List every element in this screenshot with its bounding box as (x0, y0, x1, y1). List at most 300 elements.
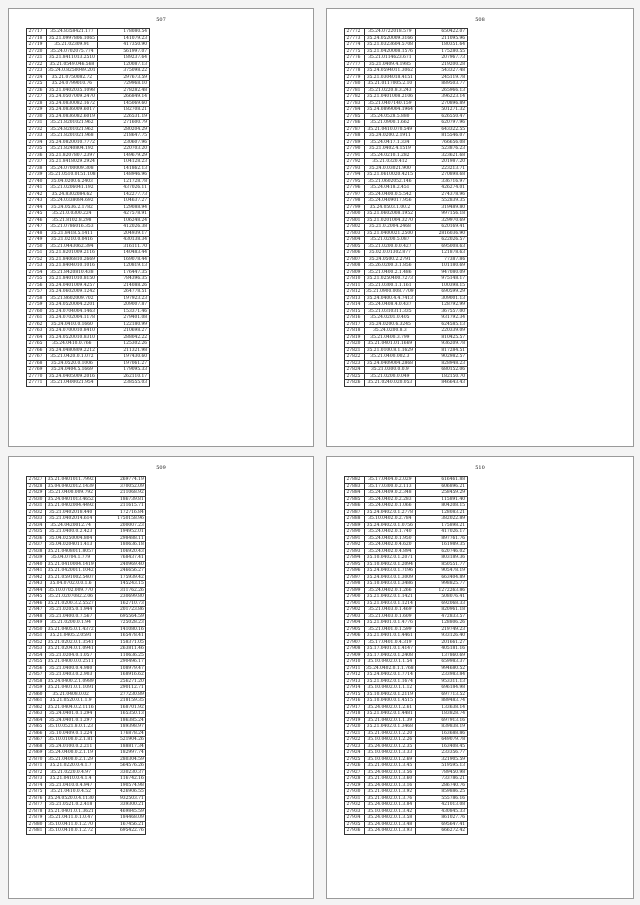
record-amount: 280204.29 (98, 126, 150, 133)
record-code: 35.24.0520010.8310 (46, 334, 98, 341)
record-code: 35.10.0100.0.2.1.81 (46, 737, 96, 744)
record-code: 35.21.0401011.7992 (47, 477, 94, 482)
record-code: 35.10.0402.0.1.1.54 (364, 659, 415, 666)
record-amount: 286740.76 (416, 782, 467, 789)
record-amount: 210698.27 (98, 328, 150, 335)
record-amount: 106248.24 (98, 217, 150, 224)
record-id: 27737 (27, 159, 47, 166)
record-code: 35.17.0401.0.4.319 (364, 639, 415, 646)
record-id: 27925 (345, 756, 365, 763)
record-id: 27765 (27, 341, 47, 348)
record-id: 27722 (27, 61, 47, 68)
record-code: 35.24.0836009.6017 (46, 107, 98, 114)
record-id: 27810 (345, 276, 365, 283)
record-id: 27862 (27, 704, 46, 711)
record-amount: 288042.22 (98, 334, 150, 341)
record-amount: 472833.57 (416, 613, 467, 620)
record-amount: 277230.89 (96, 691, 146, 698)
record-code: 35.21.0300.0.0.9 (364, 367, 416, 374)
record-code: 35.24.0402.0.1.0756 (364, 522, 415, 529)
record-code: 35.21.02309.91 (46, 42, 98, 49)
record-code: 35.21.0420.0.1.072 (46, 354, 98, 361)
record-code: 35.10.0402.0.1.1.12 (364, 685, 415, 692)
record-id: 27742 (27, 191, 47, 198)
record-amount: 375098.22 (98, 68, 150, 75)
record-code: 35.24.0400.0.2.1.19 (46, 750, 96, 757)
record-code: 35.21.0420008.1576 (364, 48, 416, 55)
record-id: 27749 (27, 237, 47, 244)
record-id: 27768 (27, 360, 47, 367)
record-amount: 233983.84 (416, 672, 467, 679)
record-amount: 168916.62 (96, 672, 146, 679)
record-amount: 850551.77 (416, 561, 467, 568)
record-code: 35.17.0401.0.1.4147 (364, 646, 415, 653)
record-id: 27828 (27, 483, 46, 490)
record-code: 35.17.0404.0.2.029 (364, 477, 415, 484)
record-code: 35.24.0409.0.2.348 (364, 490, 415, 497)
record-id: 27929 (345, 782, 365, 789)
record-id: 27732 (27, 126, 47, 133)
table-row (345, 828, 468, 835)
record-amount: 137860.69 (416, 652, 467, 659)
record-amount: 153371.46 (98, 308, 150, 315)
record-code: 35.21.0220.8.3.243 (364, 87, 416, 94)
record-code: 35.21.8201009.2116 (46, 250, 98, 257)
record-code: 35.24.0899004.1964 (364, 107, 416, 114)
record-id: 27834 (27, 522, 46, 529)
record-code: 35.21.0200.5.087 (364, 237, 416, 244)
record-amount: 140483.44 (98, 250, 150, 257)
record-amount: 766656.08 (416, 139, 468, 146)
record-code: 35.21.0402.0.1.3.45 (364, 763, 415, 770)
record-amount: 820961.18 (416, 607, 467, 614)
record-code: 35.21.0404.0.2.1116 (47, 704, 94, 710)
record-id: 27753 (27, 263, 47, 270)
record-code: 35.21.0250400.7273 (364, 276, 416, 283)
record-id: 27760 (27, 308, 47, 315)
record-id: 27784 (345, 107, 365, 114)
record-id: 27890 (345, 529, 365, 536)
record-amount: 175898.21 (416, 522, 467, 529)
record-code: 35.21.0602052.146 (364, 178, 416, 185)
record-amount: 258459.29 (416, 490, 467, 497)
record-id: 27802 (345, 224, 365, 231)
record-id: 27817 (345, 321, 365, 328)
record-amount: 936209.78 (416, 341, 468, 348)
record-code: 35.24.0536.2.1782 (46, 204, 98, 211)
record-amount: 1272263.86 (416, 587, 467, 594)
record-code: 35.24.0409017.956 (364, 198, 416, 205)
record-id: 27909 (345, 652, 365, 659)
record-id: 27912 (345, 672, 365, 679)
record-code: 35.21.0400021.2500 (364, 230, 416, 237)
record-id: 27920 (345, 724, 365, 731)
record-id: 27897 (345, 574, 365, 581)
record-code: 35.21.0304018.4151 (364, 74, 416, 81)
record-amount: 733786.21 (416, 776, 467, 783)
record-amount: 197061.27 (98, 360, 150, 367)
record-code: 35.24.0402.0.1.3.56 (364, 769, 415, 776)
record-id: 27769 (27, 367, 47, 374)
record-code: 35.24.0602009.1242 (46, 289, 98, 296)
record-amount: 931792.34 (416, 315, 468, 322)
record-amount: 209007.87 (98, 302, 150, 309)
record-amount: 417350.90 (98, 42, 150, 49)
record-id: 27910 (345, 659, 365, 666)
record-amount: 622026.57 (416, 237, 468, 244)
record-code: 35.24.0403.0.1.7196 (364, 568, 415, 575)
record-code: 35.24.0100.0.2.211 (46, 743, 96, 750)
record-amount: 421013.08 (416, 802, 467, 809)
record-amount: 412026.38 (98, 224, 150, 231)
table-row (27, 380, 150, 387)
record-amount: 336716.97 (416, 178, 468, 185)
record-amount: 270898.68 (416, 172, 468, 179)
record-id: 27879 (27, 815, 46, 822)
record-code: 35.21.0410.0.4.52 (46, 789, 96, 796)
record-code: 35.21.0401.0.1.4776 (364, 620, 415, 627)
record-id: 27901 (345, 600, 365, 607)
record-id: 27829 (27, 490, 46, 497)
record-id: 27735 (27, 146, 47, 153)
record-code: 35.24.0404.5.1669 (46, 367, 98, 374)
record-code: 35.21.0405.2.0591 (46, 633, 96, 640)
record-id: 27844 (27, 587, 46, 594)
record-id: 27756 (27, 282, 47, 289)
record-code: 35.24.8201021.962 (46, 126, 98, 133)
record-id: 27871 (27, 763, 46, 770)
record-code: 35.21.0323604.5708 (364, 42, 416, 49)
record-amount: 810425.57 (416, 334, 468, 341)
record-amount: 220339.09 (416, 328, 468, 335)
record-code: 35.24.0401.0.1.294 (46, 711, 96, 718)
record-amount: 290496.17 (96, 659, 146, 666)
record-code: 35.24.0405009.2016 (46, 373, 98, 380)
record-amount: 182708.21 (98, 107, 150, 114)
record-code: 35.21.0200.0.0.427 (364, 243, 416, 250)
record-code: 35.21.0510.0151.108 (48, 172, 96, 177)
record-id: 27787 (345, 126, 365, 133)
record-id: 27751 (27, 250, 47, 257)
record-amount: 230607.96 (98, 139, 150, 146)
records-table (344, 28, 468, 387)
record-amount: 186739.81 (96, 496, 146, 503)
record-id: 27928 (345, 776, 365, 783)
record-code: 35.24.0402.0.1.3.48 (364, 821, 415, 828)
record-amount: 817284.51 (416, 347, 468, 354)
record-id: 27743 (27, 198, 47, 205)
record-amount: 180351.64 (416, 42, 468, 49)
record-amount: 168701.92 (96, 704, 146, 711)
record-id: 27918 (345, 711, 365, 718)
record-code: 35.24.0400.2.1.0989 (47, 678, 94, 684)
record-amount: 947080.09 (416, 269, 468, 276)
record-amount: 789450.98 (416, 769, 467, 776)
record-code: 35.24.0402.0.1.950 (364, 535, 415, 542)
record-code: 35.24.0418.2.451 (364, 185, 416, 192)
record-id: 27830 (27, 496, 46, 503)
record-id: 27807 (345, 256, 365, 263)
record-id: 27841 (27, 568, 46, 575)
record-amount: 106920.43 (96, 548, 146, 555)
record-amount: 784396.35 (98, 276, 150, 283)
record-amount: 426906.55 (96, 789, 146, 796)
record-code: 35.24.0402.0.1.2.61 (364, 704, 415, 711)
record-id: 27738 (27, 165, 47, 172)
record-amount: 804208.15 (416, 503, 467, 510)
record-id: 27808 (345, 263, 365, 270)
record-id: 27755 (27, 276, 47, 283)
record-amount: 266849.14 (98, 94, 150, 101)
record-amount: 179095.33 (98, 367, 150, 374)
record-code: 35.21.0402.0.1.3468 (364, 724, 415, 731)
record-amount: 165478.41 (96, 633, 146, 640)
record-id: 27880 (27, 821, 46, 828)
record-id: 27822 (345, 354, 365, 361)
record-code: 35.10.0403.0.1.3486 (364, 581, 415, 588)
record-code: 35.21.0410.070.549 (364, 126, 416, 133)
record-id: 27864 (27, 717, 46, 724)
record-code: 35.24.0402.0.1.066 (364, 503, 415, 510)
record-code: 35.21.0402.0.1.1674 (364, 678, 415, 685)
record-amount: 561997.07 (98, 48, 150, 55)
record-id: 27933 (345, 808, 365, 815)
record-id: 27850 (27, 626, 46, 633)
record-id: 27869 (27, 750, 46, 757)
record-amount: 163688.86 (416, 730, 467, 737)
record-amount: 246656.27 (96, 568, 146, 575)
record-code: 35.21.0402.0.1.3.92 (364, 789, 415, 796)
record-amount: 145069.60 (98, 100, 150, 107)
record-code: 35.04.0702.0.0.1.6 (46, 581, 96, 588)
record-id: 27832 (27, 509, 46, 516)
record-code: 35.21.0206041.192 (46, 185, 98, 192)
record-code: 35.21.0402018.440 (46, 509, 96, 516)
record-amount: 121878.63 (416, 250, 468, 257)
record-code: 35.24.0820010.7772 (46, 139, 98, 146)
record-code: 35.17.0300.0.2.113 (364, 483, 415, 490)
document-page (326, 456, 634, 899)
record-id: 27926 (345, 763, 365, 770)
record-code: 35.24.0401009.4257 (46, 282, 98, 289)
record-id: 27893 (345, 548, 365, 555)
record-code: 35.21.0407140.159 (364, 100, 416, 107)
record-code: 35.10.0402.0.1.3.42 (364, 808, 415, 815)
record-amount: 148946.96 (98, 172, 150, 179)
records-table (344, 476, 468, 835)
record-code: 35.21.0400.0.2.1.29 (46, 756, 96, 763)
record-id: 27885 (345, 496, 365, 503)
record-code: 35.24.8302084.62 (46, 191, 98, 198)
record-id: 27816 (345, 315, 365, 322)
record-amount: 226531.19 (98, 113, 150, 120)
record-id: 27770 (27, 373, 47, 380)
record-amount: 330230.37 (96, 769, 146, 776)
record-code: 35.04.0704.1.779 (46, 555, 96, 562)
record-amount: 108979.47 (96, 665, 146, 672)
record-code: 35.21.0117005.2.10 (364, 81, 416, 88)
record-amount: 190574.98 (96, 782, 146, 789)
record-code: 35.21.0201004.3270 (364, 217, 416, 224)
record-id: 27779 (345, 74, 365, 81)
record-code: 35.21.0520.0.1.1.9 (46, 698, 96, 705)
record-id: 27859 (27, 685, 46, 692)
record-code: 35.21.0900.008.7709 (366, 289, 414, 294)
record-code: 35.21.8406810.2669 (46, 256, 98, 263)
record-id: 27812 (345, 289, 365, 296)
record-amount: 264778.51 (98, 289, 150, 296)
record-code: 35.24.0520.0.1006 (46, 360, 98, 367)
record-code: 35.24.0722018.579 (364, 29, 416, 36)
record-code: 35.24.0201.0.405 (364, 315, 416, 322)
record-amount: 120819.13 (98, 263, 150, 270)
record-id: 27922 (345, 737, 365, 744)
record-amount: 905478.19 (416, 568, 467, 575)
record-id: 27882 (345, 477, 365, 484)
record-amount: 211068.92 (96, 490, 146, 497)
record-code: 35.21.0401.0.1.3621 (47, 808, 94, 814)
record-id: 27826 (345, 380, 365, 387)
record-id: 27718 (27, 35, 47, 42)
record-amount: 116742.16 (96, 776, 146, 783)
record-amount: 2816036.90 (416, 230, 468, 237)
record-id: 27811 (345, 282, 365, 289)
record-amount: 178080.54 (98, 29, 150, 36)
record-amount: 245119.78 (416, 74, 468, 81)
record-amount: 262110.17 (98, 373, 150, 380)
record-id: 27764 (27, 334, 47, 341)
record-code: 35.21.0220.0.4.1.7 (46, 763, 96, 770)
record-amount: 889503.77 (416, 81, 468, 88)
record-amount: 278282.48 (98, 87, 150, 94)
record-id: 27883 (345, 483, 365, 490)
record-code: 35.10.0402.0.2.784 (364, 516, 415, 523)
record-amount: 501271.32 (416, 107, 468, 114)
record-code: 35.21.0310311.335 (364, 308, 416, 315)
document-page (326, 8, 634, 447)
record-id: 27800 (345, 211, 365, 218)
record-id: 27932 (345, 802, 365, 809)
record-id: 27748 (27, 230, 47, 237)
record-amount: 828948.23 (416, 360, 468, 367)
record-amount: 207967.73 (416, 55, 468, 62)
record-amount: 519595.13 (416, 763, 467, 770)
record-code: 35.24.0402.0.1.7714 (364, 672, 415, 679)
record-code: 35.24.0409004.2868 (364, 360, 416, 367)
page-number: 510 (475, 465, 485, 471)
record-code: 35.21.0.2004.2468 (364, 224, 416, 231)
record-code: 35.21.0100.8.1.1629 (364, 347, 416, 354)
record-code: 35.24.0410.0.1660 (46, 321, 98, 328)
record-code: 35.21.0402.0.1.2.20 (364, 730, 415, 737)
record-id: 27892 (345, 542, 365, 549)
record-id: 27772 (345, 29, 365, 36)
record-id: 27781 (345, 87, 365, 94)
document-page (8, 8, 314, 447)
record-code: 35.21.0402.4.1519 (364, 146, 416, 153)
record-code: 35.21.0400.3.799 (364, 334, 416, 341)
record-code: 35.24.0402.0.2.283 (364, 496, 415, 503)
record-code: 35.21.0403.0.1.1214 (364, 600, 415, 607)
record-amount: 846643.43 (416, 380, 468, 387)
record-id: 27745 (27, 211, 47, 218)
record-code: 35.21.0400.002.3 (364, 354, 416, 361)
record-id: 27789 (345, 139, 365, 146)
record-amount: 141862.13 (98, 165, 150, 172)
record-amount: 201661.27 (416, 639, 467, 646)
record-id: 27902 (345, 607, 365, 614)
record-amount: 219200.28 (416, 61, 468, 68)
record-id: 27814 (345, 302, 365, 309)
record-id: 27921 (345, 730, 365, 737)
record-code: 35.21.8411013.2510 (46, 55, 98, 62)
record-id: 27843 (27, 581, 46, 588)
page-number: 507 (156, 17, 166, 23)
record-code: 35.21.0300.1.1.161 (364, 282, 416, 289)
record-code: 35.21.8207807.2397 (46, 152, 98, 159)
record-code: 35.24.0528.5.880 (364, 113, 416, 120)
record-amount: 270896.89 (416, 100, 468, 107)
record-id: 27923 (345, 743, 365, 750)
record-amount: 189398.97 (96, 724, 146, 731)
record-amount: 616461.88 (416, 477, 467, 484)
record-id: 27805 (345, 243, 365, 250)
record-code: 35.17.0402.0.1.2408 (364, 652, 415, 659)
record-code: 35.24.0403.0.1.3009 (364, 574, 415, 581)
record-amount: 695422.76 (96, 828, 146, 835)
record-code: 35.04.0204011.413 (46, 542, 96, 549)
record-id: 27806 (345, 250, 365, 257)
record-amount: 994680.52 (416, 665, 467, 672)
record-id: 27825 (345, 373, 365, 380)
record-amount: 183828.74 (416, 711, 467, 718)
record-id: 27731 (27, 120, 47, 127)
record-id: 27717 (27, 29, 47, 36)
record-id: 27771 (27, 380, 47, 387)
record-code: 35.21.0411.0.1.0.47 (46, 815, 96, 822)
record-code: 35.24.0200.8.3 (364, 328, 416, 335)
record-id: 27824 (345, 367, 365, 374)
record-amount: 101180.69 (416, 263, 468, 270)
record-id: 27854 (27, 652, 46, 659)
record-amount: 297673.59 (98, 74, 150, 81)
record-amount: 128792.99 (416, 302, 468, 309)
record-id: 27740 (27, 178, 47, 185)
record-amount: 620797.96 (416, 120, 468, 127)
record-amount: 142277.73 (98, 191, 150, 198)
record-id: 27776 (345, 55, 365, 62)
record-id: 27855 (27, 659, 46, 666)
record-id: 27868 (27, 743, 46, 750)
record-code: 35.21.0900.1.662 (364, 120, 416, 127)
record-code: 35.21.8401010.8150 (46, 276, 98, 283)
record-code: 35.21.0403.0.1.469 (364, 607, 415, 614)
record-amount: 274378.96 (416, 191, 468, 198)
record-amount: 214088.26 (98, 282, 150, 289)
record-id: 27778 (345, 68, 365, 75)
record-code: 35.10.0410.0.1.2.72 (46, 828, 96, 835)
record-amount: 508076.41 (416, 594, 467, 601)
record-id: 27924 (345, 750, 365, 757)
record-code: 35.24.0830082.1672 (46, 100, 98, 107)
record-id: 27734 (27, 139, 47, 146)
record-amount: 167456.21 (96, 821, 146, 828)
record-amount: 125302.26 (98, 341, 150, 348)
record-amount: 370052.09 (96, 483, 146, 490)
record-amount: 104128.23 (98, 159, 150, 166)
record-amount: 725028.23 (96, 620, 146, 627)
record-code: 35.10.0402.0.1.2094 (364, 561, 415, 568)
